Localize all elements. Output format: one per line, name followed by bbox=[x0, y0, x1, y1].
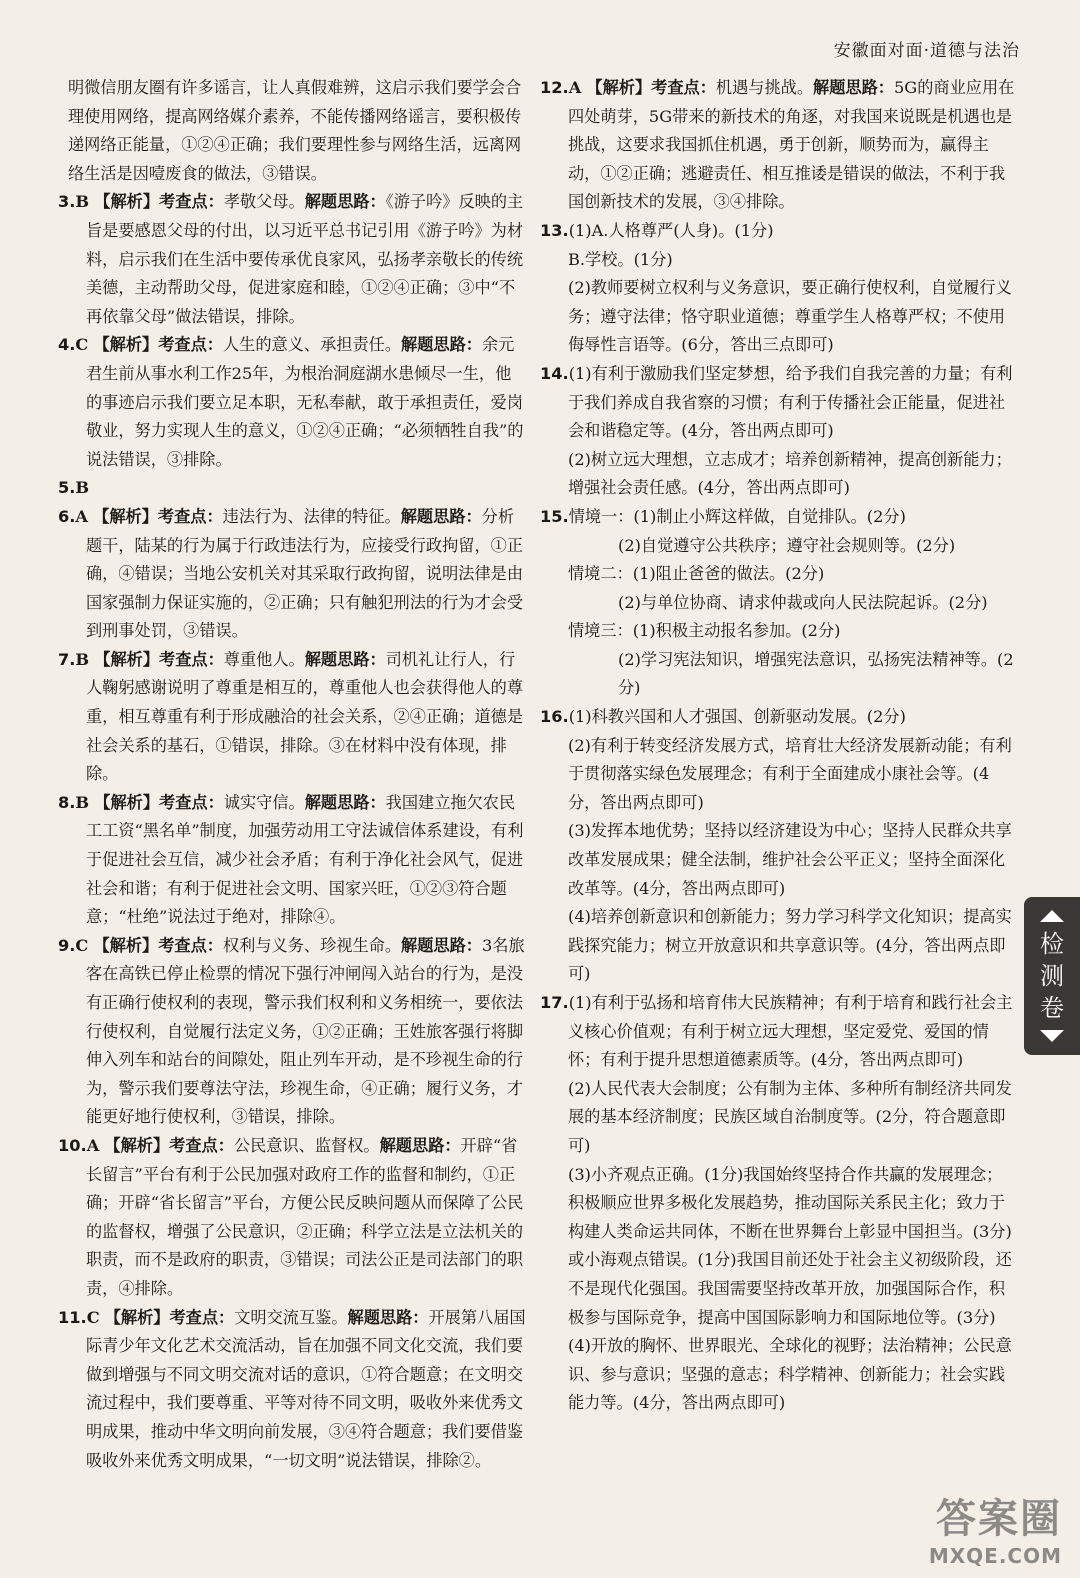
answer-item bbox=[540, 360, 1016, 446]
key-value: 违法行为、法律的特征。 bbox=[222, 506, 401, 526]
key-value: 尊重他人。 bbox=[223, 649, 305, 669]
explanation-text: (1)A.人格尊严(人身)。(1分) bbox=[568, 220, 774, 240]
key-label: 考查点： bbox=[159, 792, 224, 812]
key-label: 解题思路： bbox=[304, 192, 386, 212]
answer-text bbox=[58, 74, 526, 188]
answer-line: (2)自觉遵守公共秩序；遵守社会规则等。(2分) bbox=[618, 535, 956, 555]
answer-line: 情境三：(1)积极主动报名参加。(2分) bbox=[568, 621, 841, 641]
explanation-text: (1)科教兴国和人才强国、创新驱动发展。(2分) bbox=[568, 707, 906, 727]
answer-line: (3)小齐观点正确。(1分)我国始终坚持合作共赢的发展理念；积极顺应世界多极化发展趋势，推动国际关系民主化；致力于构建人类命运共同体，不断在世界舞台上彰显中国担当。(3分)或小海观点错误。(1分)我国目前还处于社会主义初级阶段，还不是现代化强国。我国需要坚持改革开放，加强国际合作，积极参与国际竞争，提高中国国际影响力和国际地位等。(3分) bbox=[568, 1164, 1012, 1327]
item-number: 16. bbox=[540, 707, 569, 727]
key-label: 考查点： bbox=[651, 78, 716, 97]
answer-item bbox=[58, 789, 526, 932]
explanation-text: (1)有利于弘扬和培育伟大民族精神；有利于培育和践行社会主义核心价值观；有利于树立远大理想，坚定爱党、爱国的情怀；有利于提升思想道德素质等。(4分，答出两点即可) bbox=[568, 993, 1013, 1070]
answer-item bbox=[58, 1132, 526, 1304]
explanation-text: 我国建立拖欠农民工工资“黑名单”制度，加强劳动用工守法诚信体系建设，有利于促进社会互信，减少社会矛盾；有利于净化社会风气，促进社会和谐；有利于促进社会文明、国家兴旺，①②③符合题意；“杜绝”说法过于绝对，排除④。 bbox=[86, 792, 524, 927]
answer-text bbox=[540, 446, 1016, 503]
analysis-tag: 【解析】 bbox=[93, 935, 159, 955]
triangle-up-icon bbox=[1040, 910, 1064, 922]
answer-item bbox=[540, 217, 1016, 246]
answer-item bbox=[58, 188, 526, 331]
left-column bbox=[58, 74, 526, 1475]
item-number: 4. bbox=[58, 335, 76, 355]
key-value: 诚实守信。 bbox=[223, 792, 305, 812]
analysis-tag: 【解析】 bbox=[104, 1135, 170, 1155]
answer-item bbox=[58, 932, 526, 1132]
item-number: 7. bbox=[58, 649, 76, 669]
item-number: 14. bbox=[540, 363, 569, 383]
answer-text bbox=[540, 1075, 1016, 1161]
answer-text bbox=[540, 246, 1016, 275]
answer-text bbox=[540, 1332, 1016, 1418]
analysis-tag: 【解析】 bbox=[94, 792, 160, 812]
key-label: 考查点： bbox=[169, 1135, 234, 1155]
explanation-text: (1)有利于激励我们坚定梦想，给予我们自我完善的力量；有利于我们养成自我省察的习惯；有利于传播社会正能量，促进社会和谐稳定等。(4分，答出两点即可) bbox=[568, 363, 1013, 441]
answer-item bbox=[58, 503, 526, 646]
watermark bbox=[929, 1487, 1062, 1568]
key-label: 考查点： bbox=[157, 506, 223, 526]
answer-choice: C bbox=[75, 335, 89, 355]
answer-choice: A bbox=[86, 1135, 100, 1155]
explanation-text: 3名旅客在高铁已停止检票的情况下强行冲闸闯入站台的行为，是没有正确行使权利的表现，警示我们权利和义务相统一，要依法行使权利，自觉履行法定义务，①②正确；王姓旅客强行将脚伸入列车和站台的间隙处，阻止列车开动，是不珍视生命的行为，警示我们要尊法守法，珍视生命，④正确；履行义务，才能更好地行使权利，③错误，排除。 bbox=[86, 935, 525, 1127]
explanation-text: 5G的商业应用在四处萌芽，5G带来的新技术的角逐，对我国来说既是机遇也是挑战，这要求我国抓住机遇，勇于创新，顺势而为，赢得主动，①②正确；逃避责任、相互推诿是错误的做法，不利于我国创新技术的发展，③④排除。 bbox=[568, 78, 1015, 212]
key-label: 解题思路： bbox=[379, 1135, 461, 1155]
item-number: 10. bbox=[58, 1135, 87, 1155]
answer-line: (2)学习宪法知识，增强宪法意识，弘扬宪法精神等。(2分) bbox=[618, 649, 1014, 698]
key-label: 解题思路： bbox=[813, 78, 894, 97]
answer-line: (4)培养创新意识和创新能力；努力学习科学文化知识；提高实践探究能力；树立开放意识和共享意识等。(4分，答出两点即可) bbox=[568, 907, 1012, 984]
analysis-tag: 【解析】 bbox=[104, 1307, 170, 1327]
right-column bbox=[540, 74, 1016, 1418]
key-label: 考查点： bbox=[159, 192, 224, 212]
answer-item bbox=[540, 703, 1016, 732]
answer-line: (2)有利于转变经济发展方式，培育壮大经济发展新动能；有利于贯彻落实绿色发展理念；有利于全面建成小康社会等。(4分，答出两点即可) bbox=[568, 735, 1012, 812]
explanation-text: 《游子吟》反映的主旨是要感恩父母的付出，以习近平总书记引用《游子吟》为材料，启示我们在生活中要传承优良家风，弘扬孝亲敬长的传统美德，主动帮助父母，促进家庭和睦，①②④正确；③中“不再依靠父母”做法错误，排除。 bbox=[86, 192, 524, 326]
answer-text bbox=[540, 903, 1016, 989]
watermark-url: MXQE.COM bbox=[928, 1544, 1062, 1568]
item-number: 9. bbox=[58, 935, 76, 955]
key-value: 孝敬父母。 bbox=[223, 192, 305, 212]
analysis-tag: 【解析】 bbox=[94, 649, 160, 669]
answer-line: (2)树立远大理想，立志成才；培养创新精神，提高创新能力；增强社会责任感。(4分，答出两点即可) bbox=[568, 449, 1012, 498]
answer-item bbox=[540, 503, 1016, 532]
answer-text bbox=[540, 817, 1016, 903]
answer-choice: C bbox=[86, 1307, 100, 1327]
answer-line: (4)开放的胸怀、世界眼光、全球化的视野；法治精神；公民意识、参与意识；坚强的意志；科学精神、创新能力；社会实践能力等。(4分，答出两点即可) bbox=[568, 1336, 1012, 1413]
analysis-tag: 【解析】 bbox=[93, 506, 158, 526]
item-number: 17. bbox=[540, 993, 569, 1012]
answer-line: (2)与单位协商、请求仲裁或向人民法院起诉。(2分) bbox=[618, 592, 988, 612]
answer-line: (3)发挥本地优势；坚持以经济建设为中心；坚持人民群众共享改革发展成果；健全法制，维护社会公平正义；坚持全面深化改革等。(4分，答出两点即可) bbox=[568, 821, 1012, 898]
watermark-logo: 答案圈 bbox=[936, 1496, 1062, 1542]
answer-choice: A bbox=[75, 506, 88, 526]
answer-item bbox=[58, 331, 526, 474]
answer-text bbox=[540, 532, 1016, 561]
answer-choice: B bbox=[75, 478, 90, 498]
key-label: 解题思路： bbox=[347, 1307, 429, 1327]
key-label: 考查点： bbox=[158, 335, 223, 355]
item-number: 12. bbox=[540, 78, 569, 97]
item-number: 15. bbox=[540, 506, 569, 526]
explanation-text: 开辟“省长留言”平台有利于公民加强对政府工作的监督和制约，①正确；开辟“省长留言”平台，方便公民反映问题从而保障了公民的监督权，增强了公民意识，②正确；科学立法是立法机关的职责，而不是政府的职责，③错误；司法公正是司法部门的职责，④排除。 bbox=[86, 1135, 524, 1298]
page-header: 安徽面对面·道德与法治 bbox=[833, 41, 1020, 61]
item-number: 11. bbox=[58, 1307, 87, 1327]
answer-choice: C bbox=[75, 935, 89, 955]
analysis-tag: 【解析】 bbox=[93, 335, 159, 355]
item-number: 5. bbox=[58, 478, 76, 498]
key-label: 解题思路： bbox=[304, 792, 386, 812]
answer-choice: B bbox=[75, 649, 90, 669]
key-value: 公民意识、监督权。 bbox=[233, 1135, 380, 1155]
tab-char: 检 bbox=[1040, 930, 1064, 958]
answer-text bbox=[540, 1161, 1016, 1333]
tab-char: 测 bbox=[1040, 962, 1064, 990]
answer-text bbox=[540, 560, 1016, 589]
answer-item bbox=[540, 74, 1016, 217]
section-tab[interactable] bbox=[1024, 897, 1080, 1055]
answer-text bbox=[540, 274, 1016, 360]
answer-line: 情境二：(1)阻止爸爸的做法。(2分) bbox=[568, 564, 825, 584]
explanation-text: 余元君生前从事水利工作25年，为根治洞庭湖水患倾尽一生，他的事迹启示我们要立足本职，无私奉献，敢于承担责任，爱岗敬业，努力实现人生的意义，①②④正确；“必须牺牲自我”的说法错误，③排除。 bbox=[86, 335, 524, 469]
answer-line: (2)人民代表大会制度；公有制为主体、多种所有制经济共同发展的基本经济制度；民族区域自治制度等。(2分，符合题意即可) bbox=[568, 1078, 1012, 1155]
key-label: 考查点： bbox=[158, 935, 223, 955]
key-label: 解题思路： bbox=[401, 335, 482, 355]
key-label: 考查点： bbox=[169, 1307, 235, 1327]
answer-text bbox=[540, 646, 1016, 703]
answer-choice: A bbox=[568, 78, 582, 97]
key-label: 考查点： bbox=[159, 649, 224, 669]
key-value: 人生的意义、承担责任。 bbox=[222, 335, 402, 355]
answer-item bbox=[540, 989, 1016, 1075]
answer-item bbox=[58, 1304, 526, 1476]
explanation-text: 司机礼让行人，行人鞠躬感谢说明了尊重是相互的，尊重他人也会获得他人的尊重，相互尊重有利于形成融洽的社会关系，②④正确；道德是社会关系的基石，①错误，排除。③在材料中没有体现，排除。 bbox=[86, 649, 524, 784]
explanation-text: 分析题干，陆某的行为属于行政违法行为，应接受行政拘留，①正确，④错误；当地公安机关对其采取行政拘留，说明法律是由国家强制力保证实施的，②正确；只有触犯刑法的行为才会受到刑事处罚，③错误。 bbox=[86, 506, 524, 641]
tab-char: 卷 bbox=[1040, 994, 1064, 1022]
answer-line: B.学校。(1分) bbox=[568, 249, 673, 269]
answer-line: (2)教师要树立权利与义务意识，要正确行使权利，自觉履行义务；遵守法律；恪守职业道德；尊重学生人格尊严权；不使用侮辱性言语等。(6分，答出三点即可) bbox=[568, 278, 1012, 355]
answer-line: 明微信朋友圈有许多谣言，让人真假难辨，这启示我们要学会合理使用网络，提高网络媒介素养，不能传播网络谣言，要积极传递网络正能量，①②④正确；我们要理性参与网络生活，远离网络生活是因噎废食的做法，③错误。 bbox=[68, 78, 522, 183]
answer-choice: B bbox=[75, 792, 90, 812]
answer-choice: B bbox=[75, 192, 90, 212]
triangle-down-icon bbox=[1040, 1030, 1064, 1042]
item-number: 8. bbox=[58, 792, 76, 812]
answer-item bbox=[58, 646, 526, 789]
answer-item bbox=[58, 474, 526, 503]
answer-text bbox=[540, 732, 1016, 818]
explanation-text: 开展第八届国际青少年文化艺术交流活动，旨在加强不同文化交流，我们要做到增强与不同文明交流对话的意识，①符合题意；在文明交流过程中，我们要尊重、平等对待不同文明，吸收外来优秀文明成果，推动中华文明向前发展，③④符合题意；我们要借鉴吸收外来优秀文明成果，“一切文明”说法错误，排除②。 bbox=[86, 1307, 526, 1470]
key-value: 机遇与挑战。 bbox=[715, 78, 814, 97]
item-number: 3. bbox=[58, 192, 76, 212]
item-number: 6. bbox=[58, 506, 76, 526]
key-label: 解题思路： bbox=[400, 506, 482, 526]
key-value: 权利与义务、珍视生命。 bbox=[222, 935, 402, 955]
key-label: 解题思路： bbox=[304, 649, 386, 669]
answer-text bbox=[540, 589, 1016, 618]
key-label: 解题思路： bbox=[401, 935, 482, 955]
explanation-text: 情境一：(1)制止小辉这样做，自觉排队。(2分) bbox=[568, 506, 906, 526]
answer-text bbox=[540, 617, 1016, 646]
item-number: 13. bbox=[540, 220, 569, 240]
key-value: 文明交流互鉴。 bbox=[234, 1307, 348, 1327]
analysis-tag: 【解析】 bbox=[94, 192, 160, 212]
analysis-tag: 【解析】 bbox=[586, 78, 652, 97]
